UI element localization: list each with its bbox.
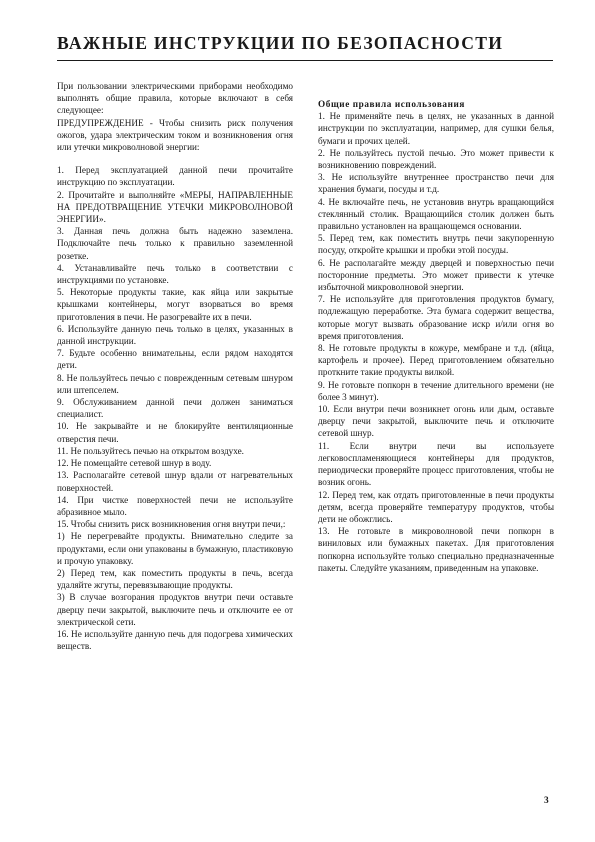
- rule-item: 9. Не готовьте попкорн в течение длительного времени (не более 3 минут).: [318, 379, 554, 402]
- rule-item: 4. Не включайте печь, не установив внутрь вращающийся стеклянный столик. Вращающийся столик должен быть правильно установлен на вращающемся основании.: [318, 196, 554, 232]
- right-column: [318, 98, 554, 574]
- left-column: [57, 80, 293, 652]
- instruction-item: 16. Не используйте данную печь для подогрева химических веществ.: [57, 628, 293, 652]
- rule-item: 3. Не используйте внутреннее пространство печи для хранения бумаги, посуды и т.д.: [318, 172, 554, 195]
- rule-item: 8. Не готовьте продукты в кожуре, мембране и т.д. (яйца, картофель и прочее). Перед приготовлением обязательно проткните такие продукты вилкой.: [318, 343, 554, 378]
- instruction-item: 14. При чистке поверхностей печи не используйте абразивное мыло.: [57, 494, 293, 517]
- rule-item: 1. Не применяйте печь в целях, не указанных в данной инструкции по эксплуатации, например, для сушки белья, бумаги и прочих целей.: [318, 111, 554, 146]
- warning-paragraph: ПРЕДУПРЕЖДЕНИЕ - Чтобы снизить риск получения ожогов, удара электрическим током и возникновения огня или утечки микроволновой энергии:: [57, 117, 293, 153]
- instruction-item: 1. Перед эксплуатацией данной печи прочитайте инструкцию по эксплуатации.: [57, 165, 293, 188]
- instruction-item: 9. Обслуживанием данной печи должен заниматься специалист.: [57, 397, 293, 420]
- rule-item: 13. Не готовьте в микроволновой печи попкорн в виниловых или бумажных пакетах. Для приготовления попкорна используйте только специально предназначенные пакеты. Следуйте указаниям, приведенным на упаковке.: [318, 526, 554, 573]
- rule-item: 11. Если внутри печи вы используете легковоспламеняющиеся контейнеры для продуктов, периодически проверяйте процесс приготовления, чтобы не возник огонь.: [318, 440, 554, 488]
- intro-paragraph: При пользовании электрическими приборами необходимо выполнять общие правила, которые включают в себя следующее:: [57, 81, 293, 116]
- instruction-item: 3. Данная печь должна быть надежно заземлена. Подключайте печь только к правильно заземленной розетке.: [57, 226, 293, 261]
- page-number: 3: [544, 796, 549, 806]
- rule-item: 2. Не пользуйтесь пустой печью. Это может привести к возникновению повреждений.: [318, 147, 554, 171]
- rule-item: 6. Не располагайте между дверцей и поверхностью печи посторонние предметы. Это может привести к утечке избыточной микроволновой энергии.: [318, 257, 554, 293]
- section-heading: Общие правила использования: [318, 99, 465, 109]
- instruction-item: 8. Не пользуйтесь печью с поврежденным сетевым шнуром или штепселем.: [57, 372, 293, 395]
- instruction-subitem: 3) В случае возгорания продуктов внутри печи оставьте дверцу печи закрытой, выключите печь и отключите ее от электрической сети.: [57, 592, 293, 627]
- instruction-item: 2. Прочитайте и выполняйте «МЕРЫ, НАПРАВЛЕННЫЕ НА ПРЕДОТВРАЩЕНИЕ УТЕЧКИ МИКРОВОЛНОВОЙ ЭНЕРГИИ».: [57, 189, 293, 225]
- title-underline: [57, 60, 553, 61]
- instruction-subitem: 2) Перед тем, как поместить продукты в печь, всегда удаляйте жгуты, перевязывающие продукты.: [57, 567, 293, 591]
- rule-item: 10. Если внутри печи возникнет огонь или дым, оставьте дверцу печи закрытой, выключите печь и отключите сетевой шнур.: [318, 404, 554, 439]
- instruction-item: 6. Используйте данную печь только в целях, указанных в данной инструкции.: [57, 323, 293, 347]
- instruction-item: 5. Некоторые продукты такие, как яйца или закрытые крышками контейнеры, могут взорваться во время приготовления в печи. Не разогревайте их в печи.: [57, 287, 293, 322]
- instruction-item: 13. Располагайте сетевой шнур вдали от нагревательных поверхностей.: [57, 470, 293, 493]
- instruction-item: 15. Чтобы снизить риск возникновения огня внутри печи,:: [57, 519, 286, 530]
- rule-item: 5. Перед тем, как поместить внутрь печи закупоренную посуду, откройте крышки и пробки этой посуды.: [318, 233, 554, 256]
- spacer: [57, 153, 293, 164]
- instruction-item: 4. Устанавливайте печь только в соответствии с инструкциями по установке.: [57, 262, 293, 286]
- instruction-item: 10. Не закрывайте и не блокируйте вентиляционные отверстия печи.: [57, 421, 293, 444]
- instruction-item: 12. Не помещайте сетевой шнур в воду.: [57, 458, 212, 469]
- instruction-subitem: 1) Не перегревайте продукты. Внимательно следите за продуктами, если они упакованы в бумажную, пластиковую и прочую упаковку.: [57, 531, 293, 566]
- instruction-item: 7. Будьте особенно внимательны, если рядом находятся дети.: [57, 348, 293, 371]
- rule-item: 12. Перед тем, как отдать приготовленные в печи продукты детям, всегда проверяйте температуру продуктов, чтобы дети не обожглись.: [318, 489, 554, 524]
- instruction-item: 11. Не пользуйтесь печью на открытом воздухе.: [57, 445, 244, 456]
- rule-item: 7. Не используйте для приготовления продуктов бумагу, подлежащую переработке. Эта бумага содержит вещества, которые могут вызвать образование искр и/или огня во время приготовления.: [318, 294, 554, 341]
- page-title: ВАЖНЫЕ ИНСТРУКЦИИ ПО БЕЗОПАСНОСТИ: [57, 33, 504, 53]
